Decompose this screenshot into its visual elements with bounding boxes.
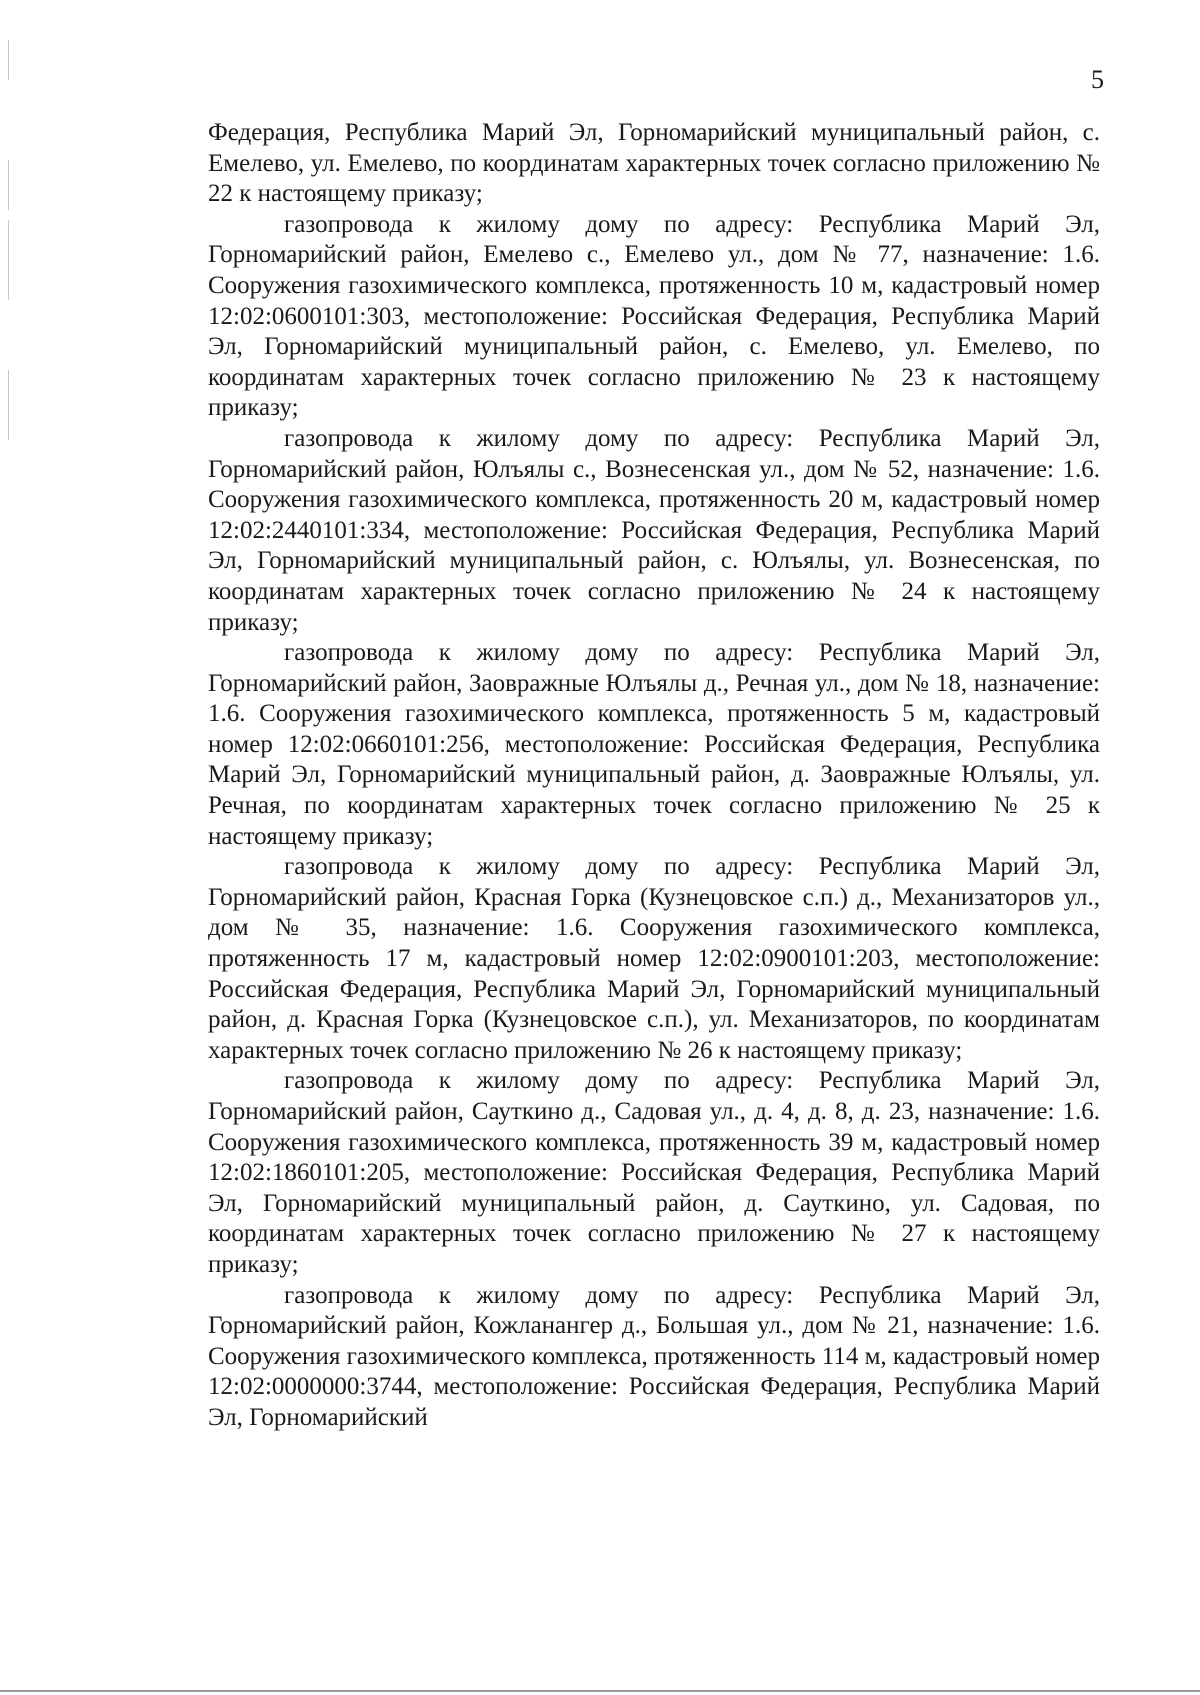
paragraph: Федерация, Республика Марий Эл, Горномарийский муниципальный район, с. Емелево, ул. Емелево, по координатам характерных точек согласно приложению № 22 к настоящему приказу;: [208, 119, 1100, 208]
paragraph: газопровода к жилому дому по адресу: Республика Марий Эл, Горномарийский район, Емелево с., Емелево ул., дом № 77, назначение: 1.6. Сооружения газохимического комплекса, протяженность 10 м, кадастровый номер 12:02:0600101:303, местоположение: Российская Федерация, Республика Марий Эл, Горномарийский муниципальный район, с. Емелево, ул. Емелево, по координатам характерных точек согласно приложению № 23 к настоящему приказу;: [208, 210, 1100, 422]
paragraph: газопровода к жилому дому по адресу: Республика Марий Эл, Горномарийский район, Заовражные Юлъялы д., Речная ул., дом № 18, назначение: 1.6. Сооружения газохимического комплекса, протяженность 5 м, кадастровый номер 12:02:0660101:256, местоположение: Российская Федерация, Республика Марий Эл, Горномарийский муниципальный район, д. Заовражные Юлъялы, ул. Речная, по координатам характерных точек согласно приложению № 25 к настоящему приказу;: [208, 639, 1100, 850]
scan-bottom-edge: [0, 1690, 1200, 1692]
paragraph: газопровода к жилому дому по адресу: Республика Марий Эл, Горномарийский район, Красная Горка (Кузнецовское с.п.) д., Механизаторов ул., дом № 35, назначение: 1.6. Сооружения газохимического комплекса, протяженность 17 м, кадастровый номер 12:02:0900101:203, местоположение: Российская Федерация, Республика Марий Эл, Горномарийский муниципальный район, д. Красная Горка (Кузнецовское с.п.), ул. Механизаторов, по координатам характерных точек согласно приложению № 26 к настоящему приказу;: [208, 853, 1100, 1064]
page-number: 5: [1091, 65, 1104, 94]
paragraph: газопровода к жилому дому по адресу: Республика Марий Эл, Горномарийский район, Кожланангер д., Большая ул., дом № 21, назначение: 1.6. Сооружения газохимического комплекса, протяженность 114 м, кадастровый номер 12:02:0000000:3744, местоположение: Российская Федерация, Республика Марий Эл, Горномарийский: [208, 1281, 1100, 1431]
paragraph: газопровода к жилому дому по адресу: Республика Марий Эл, Горномарийский район, Юлъялы с., Вознесенская ул., дом № 52, назначение: 1.6. Сооружения газохимического комплекса, протяженность 20 м, кадастровый номер 12:02:2440101:334, местоположение: Российская Федерация, Республика Марий Эл, Горномарийский муниципальный район, с. Юлъялы, ул. Вознесенская, по координатам характерных точек согласно приложению № 24 к настоящему приказу;: [208, 424, 1100, 636]
scan-edge-marks: [8, 40, 10, 440]
paragraph: газопровода к жилому дому по адресу: Республика Марий Эл, Горномарийский район, Сауткино д., Садовая ул., д. 4, д. 8, д. 23, назначение: 1.6. Сооружения газохимического комплекса, протяженность 39 м, кадастровый номер 12:02:1860101:205, местоположение: Российская Федерация, Республика Марий Эл, Горномарийский муниципальный район, д. Сауткино, ул. Садовая, по координатам характерных точек согласно приложению № 27 к настоящему приказу;: [208, 1067, 1100, 1278]
document-body: [208, 118, 1100, 1434]
